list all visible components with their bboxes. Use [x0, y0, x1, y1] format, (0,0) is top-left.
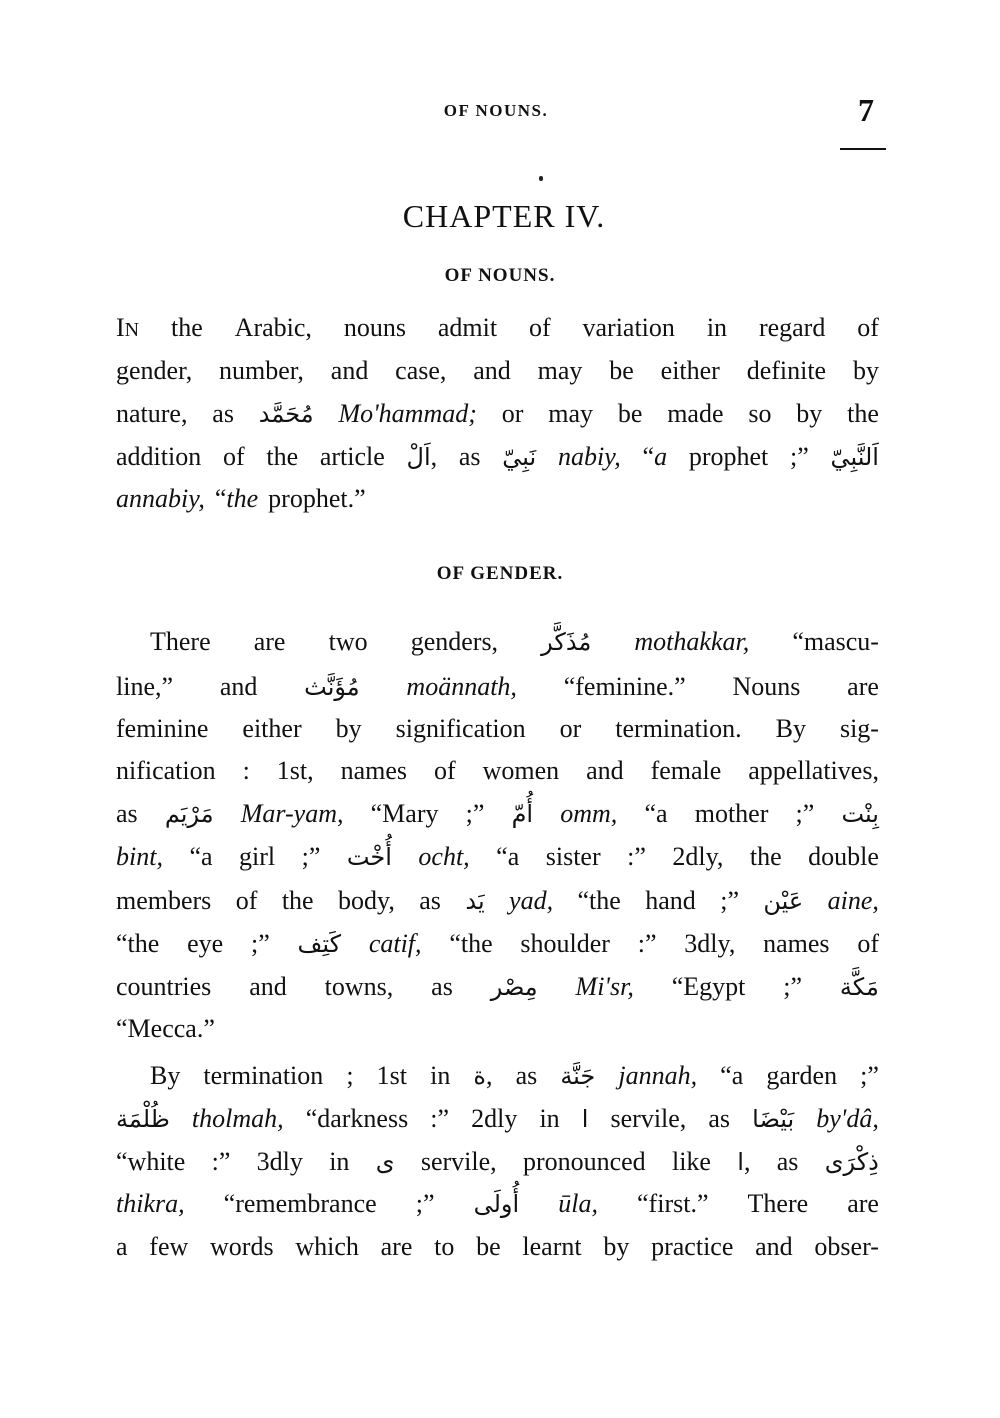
word [541, 626, 591, 658]
word: female [650, 756, 722, 785]
word: servile, [610, 1104, 687, 1133]
italic-transliteration: thikra, [116, 1189, 185, 1218]
word: few [149, 1232, 189, 1261]
word: mother [694, 799, 769, 828]
italic-transliteration: by'dâ, [816, 1104, 879, 1133]
word: اَلْ, [406, 442, 438, 471]
arabic-word: اَلنَّبِيّ [830, 443, 879, 471]
text-line [116, 355, 879, 387]
arabic-word: ى [375, 1148, 395, 1176]
section-heading-gender: OF GENDER. [436, 563, 564, 584]
word [241, 798, 344, 830]
word [509, 885, 553, 917]
italic-transliteration: Mo'hammad; [338, 399, 477, 428]
word: servile, [420, 1147, 497, 1176]
word: “a [644, 799, 668, 828]
word: as [419, 886, 441, 915]
arabic-word: بِنْت [841, 800, 879, 828]
word [192, 1103, 284, 1135]
word: learnt [522, 1232, 582, 1261]
word [116, 483, 205, 515]
italic-transliteration: jannah, [618, 1061, 698, 1090]
word: :” [430, 1104, 450, 1133]
arabic-word: أُمّ [511, 800, 534, 828]
arabic-word: جَنَّة [560, 1062, 596, 1090]
word: “Mary [370, 799, 439, 828]
text-line [116, 1231, 879, 1263]
word: “the [214, 484, 259, 513]
word: ;” [860, 1061, 879, 1090]
word: 3dly, [684, 929, 736, 958]
word: as [776, 1147, 799, 1176]
word: By [775, 714, 806, 743]
word: signification [395, 714, 526, 743]
text-line [116, 1103, 879, 1135]
arabic-word: مُحَمَّد [258, 400, 314, 428]
word: obser- [814, 1232, 879, 1261]
word [376, 1146, 395, 1178]
word: are [253, 627, 286, 656]
word [830, 441, 878, 473]
word: of [222, 442, 245, 471]
italic-transliteration: tholmah, [191, 1104, 284, 1133]
word: countries [116, 972, 212, 1001]
word [618, 1060, 697, 1092]
text-line [116, 713, 879, 745]
word: “a [720, 1061, 744, 1090]
word: practice [651, 1232, 734, 1261]
word: “the [449, 929, 493, 958]
word: in [329, 1147, 350, 1176]
word [816, 1103, 879, 1135]
word: regard [758, 313, 826, 342]
italic-transliteration: a [654, 442, 668, 471]
word: ا, [737, 1147, 751, 1176]
italic-transliteration: bint, [116, 842, 163, 871]
word: ;” [415, 1189, 435, 1218]
word: of [433, 756, 456, 785]
word: and [473, 356, 511, 385]
word: and [330, 356, 369, 385]
word: of [857, 313, 879, 342]
word: gender, [116, 356, 193, 385]
word: made [667, 399, 724, 428]
word: “darkness [305, 1104, 409, 1133]
word [116, 1188, 185, 1220]
word [259, 398, 314, 430]
word: “Mecca.” [116, 1014, 215, 1043]
word: the [749, 842, 782, 871]
word: ;” [783, 972, 803, 1001]
arabic-word: ا [737, 1148, 744, 1176]
word: prophet [688, 442, 769, 471]
word: addition [116, 442, 202, 471]
word: There [150, 627, 211, 656]
word: ة, [473, 1061, 493, 1090]
word [825, 1146, 879, 1178]
arabic-word: مِصْر [490, 973, 538, 1001]
word [418, 841, 469, 873]
word: termination. [615, 714, 742, 743]
printer-mark [539, 176, 543, 181]
text-line [116, 971, 879, 1003]
word: “a [496, 842, 520, 871]
italic-transliteration: catif, [368, 929, 422, 958]
word: ;” [301, 842, 321, 871]
word: ;” [720, 886, 739, 915]
word: :” [211, 1147, 231, 1176]
word: appellatives, [748, 756, 879, 785]
arabic-word: نَبِيّ [502, 443, 537, 471]
word: the [171, 313, 203, 342]
word: “remembrance [223, 1189, 377, 1218]
word: genders, [410, 627, 499, 656]
word: two [328, 627, 368, 656]
word: as [116, 799, 138, 828]
word [369, 928, 422, 960]
word: may [548, 399, 593, 428]
text-line [116, 398, 879, 430]
word: double [808, 842, 879, 871]
word: nouns [343, 313, 406, 342]
word [828, 885, 879, 917]
arabic-word: ظُلْمَة [116, 1105, 170, 1133]
word: the [281, 886, 314, 915]
word: sister [545, 842, 601, 871]
word: :” [627, 842, 646, 871]
word: or [559, 714, 582, 743]
page-number: 7 [858, 92, 874, 128]
word: which [295, 1232, 359, 1261]
italic-transliteration: ūla, [558, 1189, 598, 1218]
word [841, 798, 879, 830]
word: towns, [324, 972, 394, 1001]
word [298, 928, 342, 960]
arabic-word: عَيْن [763, 887, 804, 915]
italic-transliteration: mothakkar, [634, 627, 750, 656]
word: “a [642, 442, 668, 471]
word: are [847, 672, 879, 701]
initial-word: IN [116, 313, 140, 342]
word: by [852, 356, 879, 385]
word: “the [577, 886, 621, 915]
text-line [116, 755, 879, 787]
word: body, [338, 886, 395, 915]
arabic-word: مُذَكَّر [541, 628, 592, 656]
word: hand [645, 886, 696, 915]
arabic-word: أُولَى [473, 1190, 520, 1218]
word [560, 798, 617, 830]
italic-transliteration: the [226, 484, 259, 513]
word: in [706, 313, 728, 342]
text-line [116, 841, 879, 873]
word: so [748, 399, 772, 428]
word: and [755, 1232, 793, 1261]
word [304, 671, 360, 703]
word: ; [346, 1061, 354, 1090]
chapter-title: CHAPTER IV. [402, 198, 606, 234]
text-line [116, 798, 879, 830]
word: 2dly, [672, 842, 724, 871]
word: admit [437, 313, 498, 342]
arabic-word: أُخْت [346, 843, 392, 871]
word: in [539, 1104, 560, 1133]
word: Nouns [732, 672, 801, 701]
word: 3dly [256, 1147, 303, 1176]
word: as [431, 972, 453, 1001]
word: ;” [789, 442, 809, 471]
word: and [249, 972, 287, 1001]
text-line [116, 885, 879, 917]
word: or [501, 399, 524, 428]
word: are [847, 1189, 879, 1218]
arabic-word: اَلْ [406, 443, 431, 471]
word [560, 1060, 595, 1092]
page-number-rule [840, 148, 886, 150]
italic-transliteration: Mi'sr, [575, 972, 634, 1001]
italic-transliteration: yad, [509, 886, 554, 915]
word [576, 971, 634, 1003]
word: may [537, 356, 583, 385]
word: By [150, 1061, 181, 1090]
text-line [116, 441, 879, 473]
word [165, 798, 214, 830]
word: sig- [839, 714, 879, 743]
arabic-word: كَتِف [297, 930, 342, 958]
text-line [116, 1013, 879, 1045]
word: “feminine.” [563, 672, 686, 701]
word: number, [219, 356, 304, 385]
word: like [671, 1147, 711, 1176]
italic-transliteration: aine, [827, 886, 879, 915]
word [634, 626, 749, 658]
word [840, 971, 879, 1003]
word: 1st, [276, 756, 314, 785]
word: as [212, 399, 234, 428]
word: nature, [116, 399, 188, 428]
italic-transliteration: Mar-yam, [240, 799, 344, 828]
word: by [603, 1232, 630, 1261]
word: the [266, 442, 299, 471]
italic-transliteration: nabiy, [557, 442, 621, 471]
word: ;” [250, 929, 270, 958]
italic-transliteration: annabiy, [116, 484, 205, 513]
arabic-word: بَيْضَا [752, 1105, 795, 1133]
word: variation [582, 313, 675, 342]
word: ;” [465, 799, 485, 828]
arabic-word: ذِكْرَى [824, 1148, 879, 1176]
word: be [609, 356, 634, 385]
word: and [219, 672, 258, 701]
word: of [235, 886, 258, 915]
chapter-subtitle: OF NOUNS. [444, 265, 556, 286]
word: be [617, 399, 643, 428]
word: 1st [376, 1061, 408, 1090]
word [752, 1103, 794, 1135]
word: as [458, 442, 481, 471]
word: prophet.” [268, 484, 366, 513]
word: There [747, 1189, 809, 1218]
word: :” [637, 929, 657, 958]
italic-transliteration: omm, [560, 799, 618, 828]
word [558, 1188, 598, 1220]
word: case, [395, 356, 447, 385]
arabic-word: مُؤَنَّث [304, 673, 360, 701]
word: girl [239, 842, 276, 871]
arabic-word: يَد [465, 887, 485, 915]
text-line [150, 626, 879, 658]
word: Arabic, [234, 313, 312, 342]
word [582, 1103, 589, 1135]
word: names [763, 929, 830, 958]
word [491, 971, 538, 1003]
word: definite [746, 356, 827, 385]
word: and [586, 756, 624, 785]
word [465, 885, 484, 917]
word [406, 671, 517, 703]
word [474, 1188, 520, 1220]
word: garden [766, 1061, 838, 1090]
word: nification [116, 756, 216, 785]
word: women [482, 756, 560, 785]
word: eye [187, 929, 224, 958]
word: shoulder [520, 929, 610, 958]
word: in [430, 1061, 451, 1090]
word: “mascu- [792, 627, 879, 656]
word: are [380, 1232, 413, 1261]
text-line [116, 1146, 879, 1178]
word: of [528, 313, 551, 342]
italic-transliteration: ocht, [418, 842, 470, 871]
word: names [340, 756, 407, 785]
word: article [319, 442, 385, 471]
word: the [847, 399, 879, 428]
text-line [116, 1188, 879, 1220]
word: “the [116, 929, 160, 958]
arabic-word: مَرْيَم [164, 800, 214, 828]
text-line [116, 671, 879, 703]
word: members [116, 886, 212, 915]
arabic-word: مَكَّة [839, 973, 879, 1001]
word: by [335, 714, 362, 743]
word [338, 398, 476, 430]
word: “first.” [637, 1189, 709, 1218]
word: a [116, 1232, 128, 1261]
word: 2dly [471, 1104, 518, 1133]
arabic-word: ا [581, 1105, 589, 1133]
word: of [857, 929, 879, 958]
word [512, 798, 534, 830]
italic-transliteration: moännath, [406, 672, 517, 701]
word: pronounced [522, 1147, 646, 1176]
word [116, 841, 163, 873]
word: feminine [116, 714, 209, 743]
word: either [242, 714, 302, 743]
word [502, 441, 536, 473]
text-line [150, 1060, 879, 1092]
word: “Egypt [671, 972, 746, 1001]
text-line [116, 928, 879, 960]
word: as [708, 1104, 731, 1133]
word: words [210, 1232, 274, 1261]
word: by [796, 399, 823, 428]
arabic-word: ة [473, 1062, 486, 1090]
word [558, 441, 621, 473]
word: “a [189, 842, 213, 871]
word: be [476, 1232, 501, 1261]
word: termination [203, 1061, 324, 1090]
word [347, 841, 392, 873]
word [116, 1103, 170, 1135]
text-line [116, 483, 879, 515]
word: to [434, 1232, 455, 1261]
word: : [242, 756, 250, 785]
word: either [660, 356, 720, 385]
word: line,” [116, 672, 174, 701]
word: “white [116, 1147, 186, 1176]
text-line [116, 312, 879, 346]
word: as [515, 1061, 538, 1090]
running-header: OF NOUNS. [443, 101, 549, 120]
word [763, 885, 803, 917]
word: ;” [795, 799, 815, 828]
